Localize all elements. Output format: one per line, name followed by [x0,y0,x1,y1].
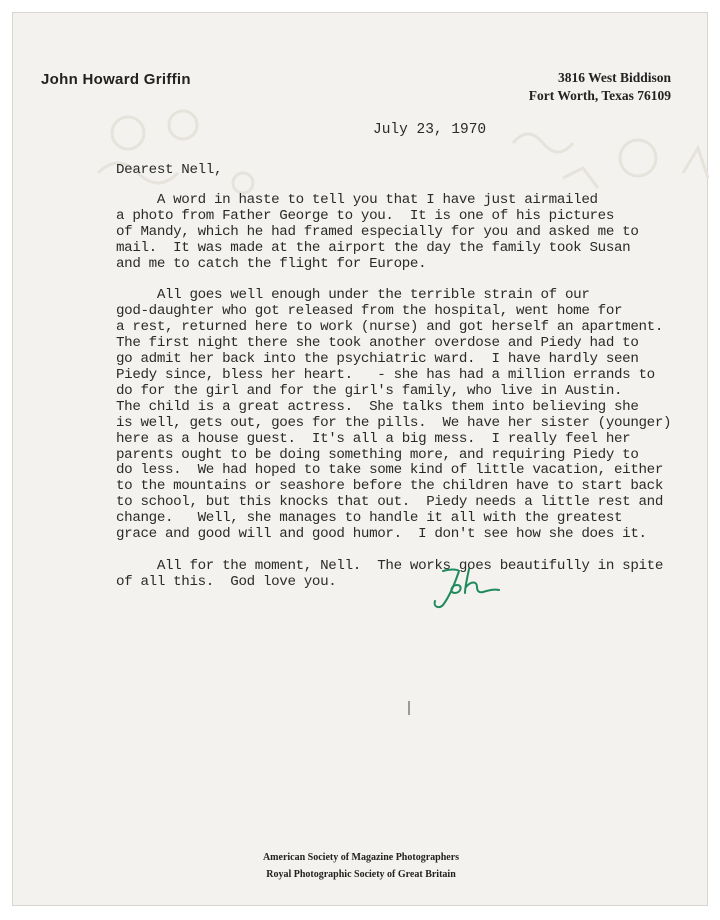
address-street: 3816 West Biddison [557,70,671,85]
paragraph-3 [116,559,696,591]
body-line: A word in haste to tell you that I have just airmailed [116,191,598,208]
body-line: All goes well enough under the terrible strain of our [116,287,590,304]
salutation: Dearest Nell, [116,162,223,178]
body-line: god-daughter who got released from the hospital, went home for [116,303,623,320]
body-line: change. Well, she manages to handle it all with the greatest [116,510,623,527]
letter-date: July 23, 1970 [373,122,487,138]
paragraph-2 [116,288,696,543]
paragraph-1 [116,193,696,273]
body-line: do for the girl and for the girl's family, who live in Austin. [116,382,623,399]
letterhead-name: John Howard Griffin [41,71,191,88]
body-line: a rest, returned here to work (nurse) and got herself an apartment. [116,319,663,336]
body-line: All for the moment, Nell. The works goes beautifully in spite [116,557,663,574]
paper-sheet [12,12,708,906]
letterhead-address [529,69,671,105]
paragraph-gap [116,543,696,559]
body-line: mail. It was made at the airport the day the family took Susan [116,239,631,256]
body-line: to school, but this knocks that out. Piedy needs a little rest and [116,494,663,511]
body-line: go admit her back into the psychiatric ward. I have hardly seen [116,351,639,368]
address-city: Fort Worth, Texas 76109 [528,88,671,103]
body-line: here as a house guest. It's all a big mess. I really feel her [116,430,631,447]
body-line: and me to catch the flight for Europe. [116,255,427,272]
footer-affiliation-2: Royal Photographic Society of Great Britain [266,869,456,880]
handwritten-signature [429,563,509,615]
body-line: is well, gets out, goes for the pills. We have her sister (younger) [116,414,672,431]
body-line: of all this. God love you. [116,573,337,590]
body-line: The first night there she took another overdose and Piedy had to [116,335,639,352]
body-line: a photo from Father George to you. It is one of his pictures [116,207,614,224]
ink-mark [408,701,410,715]
body-line: parents ought to be doing something more, and requiring Piedy to [116,446,639,463]
body-line: Piedy since, bless her heart. - she has had a million errands to [116,366,655,383]
letterhead-footer [13,849,709,883]
body-line: of Mandy, which he had framed especially for you and asked me to [116,223,639,240]
body-line: The child is a great actress. She talks them into believing she [116,398,639,415]
footer-affiliation-1: American Society of Magazine Photographers [262,852,460,863]
body-line: do less. We had hoped to take some kind of little vacation, either [116,462,663,479]
body-line: to the mountains or seashore before the children have to start back [116,478,663,495]
paragraph-gap [116,272,696,288]
body-line: grace and good will and good humor. I don't see how she does it. [116,526,647,543]
letter-body [116,163,696,591]
